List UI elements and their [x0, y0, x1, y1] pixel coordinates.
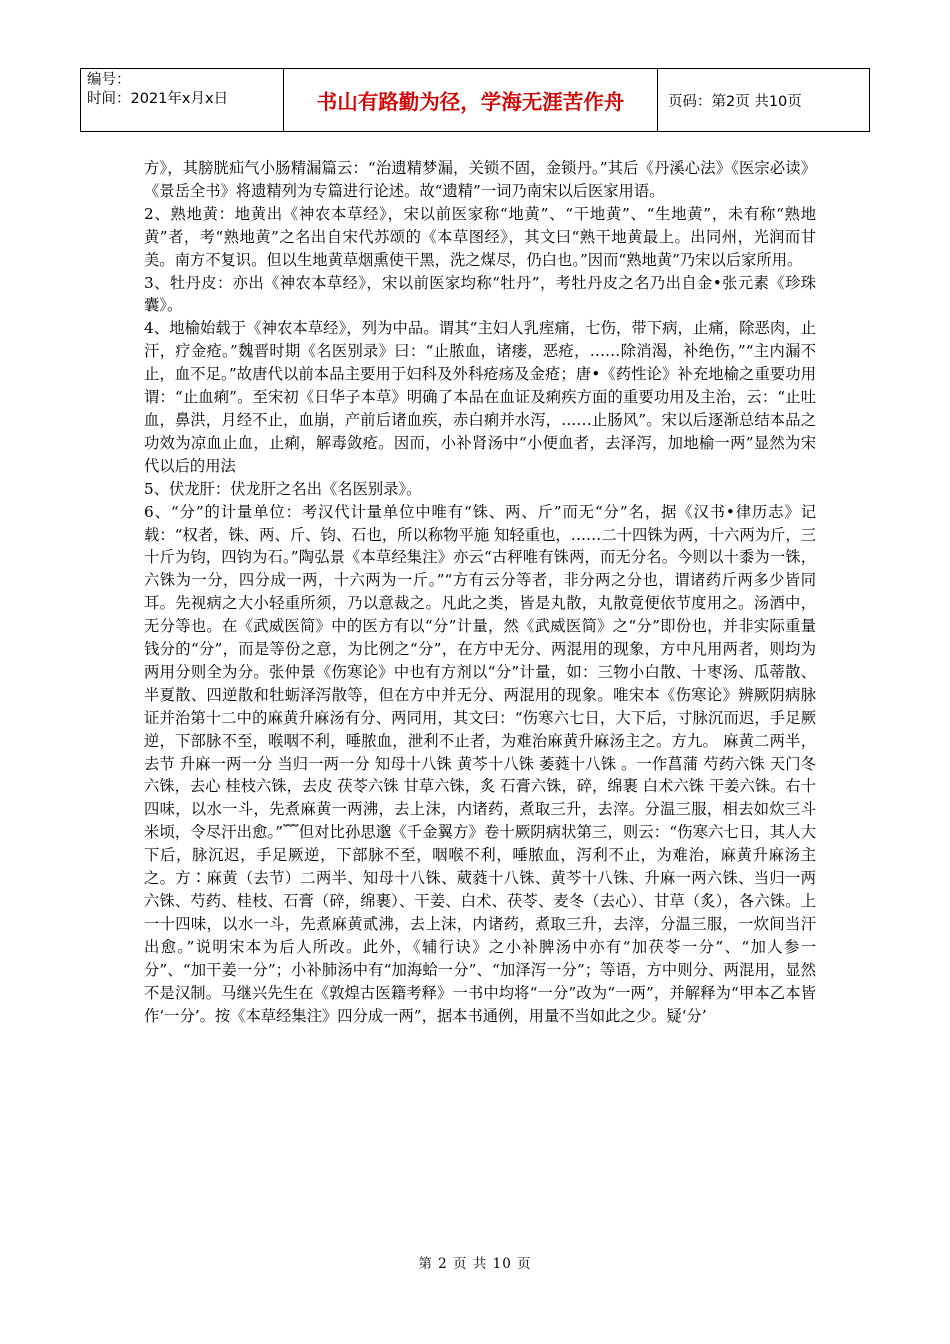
- header-motto: 书山有路勤为径，学海无涯苦作舟: [284, 69, 658, 131]
- document-body: [144, 157, 816, 1027]
- paragraph-1: 方》，其膀胱疝气小肠精漏篇云：“治遗精梦漏，关锁不固，金锁丹。”其后《丹溪心法》《医宗必读》《景岳全书》将遗精列为专篇进行论述。故“遗精”一词乃南宋以后医家用语。: [144, 159, 816, 200]
- document-number-label: 编号：: [87, 72, 131, 88]
- page-header: [80, 68, 870, 132]
- paragraph-2: 2、熟地黄：地黄出《神农本草经》，宋以前医家称“地黄”、“干地黄”、“生地黄”，未有称“熟地黄”者，考“熟地黄”之名出自宋代苏颂的《本草图经》，其文曰“熟干地黄最上。出同州，光润而甘美。南方不复识。但以生地黄草烟熏使干黑，洗之煤尽，仍白也。”因而“熟地黄”乃宋以后家所用。: [144, 204, 816, 269]
- paragraph-4: 4、地榆始载于《神农本草经》，列为中品。谓其“主妇人乳痓痛，七伤，带下病，止痛，除恶肉，止汗，疗金疮。”魏晋时期《名医别录》曰：“止脓血，诸瘘，恶疮，……除消渴，补绝伤，”“主内漏不止，血不足。”故唐代以前本品主要用于妇科及外科疮疡及金疮；唐•《药性论》补充地榆之重要功用谓：“止血痢”。至宋初《日华子本草》明确了本品在血证及痢疾方面的重要功用及主治，云：“止吐血，鼻洪，月经不止，血崩，产前后诸血疾，赤白痢并水泻，……止肠风”。宋以后逐渐总结本品之功效为凉血止血，止痢，解毒敛疮。因而，小补肾汤中“小便血者，去泽泻，加地榆一两”显然为宋代以后的用法: [144, 319, 816, 475]
- paragraph-5: 5、伏龙肝：伏龙肝之名出《名医别录》。: [144, 479, 422, 498]
- paragraph-3: 3、牡丹皮：亦出《神农本草经》，宋以前医家均称“牡丹”，考牡丹皮之名乃出自金•张元素《珍珠囊》。: [144, 273, 816, 315]
- header-page-number: 页码：第2页 共10页: [668, 93, 802, 110]
- page-footer: 第 2 页 共 10 页: [418, 1256, 532, 1272]
- header-meta: [81, 69, 284, 131]
- paragraph-6: 6、“分”的计量单位：考汉代计量单位中唯有“铢、两、斤”而无“分”名，据《汉书•律历志》记载：“权者，铢、两、斤、钧、石也，所以称物平施 知轻重也，……二十四铢为两，十六两为斤，三十斤为钧，四钧为石。”陶弘景《本草经集注》亦云“古秤唯有铢两，而无分名。今则以十黍为一铢，六铢为一分，四分成一两，十六两为一斤。”“方有云分等者，非分两之分也，谓诸药斤两多少皆同耳。先视病之大小轻重所须，乃以意裁之。凡此之类，皆是丸散，丸散竟便依节度用之。汤酒中，无分等也。在《武威医简》中的医方有以“分”计量，然《武威医简》之“分”即份也，并非实际重量钱分的“分”，而是等份之意，为比例之“分”，在方中无分、两混用的现象，方中凡用两者，则均为两用分则全为分。张仲景《伤寒论》中也有方剂以“分”计量，如：三物小白散、十枣汤、瓜蒂散、半夏散、四逆散和牡蛎泽泻散等，但在方中并无分、两混用的现象。唯宋本《伤寒论》辨厥阴病脉证并治第十二中的麻黄升麻汤有分、两同用，其文曰：“伤寒六七日，大下后，寸脉沉而迟，手足厥逆，下部脉不至，喉咽不利，唾脓血，泄利不止者，为难治麻黄升麻汤主之。方九。 麻黄二两半，去节 升麻一两一分 当归一两一分 知母十八铢 黄芩十八铢 萎蕤十八铢 。一作菖蒲 芍药六铢 天门冬六铢，去心 桂枝六铢，去皮 茯苓六铢 甘草六铢，炙 石膏六铢，碎，绵裹 白术六铢 干姜六铢。右十四味，以水一斗，先煮麻黄一两沸，去上沫，内诸药，煮取三升，去滓。分温三服，相去如炊三斗米顷，令尽汗出愈。”﹌但对比孙思邈《千金翼方》卷十厥阴病状第三，则云：“伤寒六七日，其人大下后，脉沉迟，手足厥逆，下部脉不至，咽喉不利，唾脓血，泻利不止，为难治，麻黄升麻汤主之。方∶麻黄（去节）二两半、知母十八铢、葳蕤十八铢、黄芩十八铢、升麻一两六铢、当归一两六铢、芍药、桂枝、石膏（碎，绵裹）、干姜、白术、茯苓、麦冬（去心）、甘草（炙），各六铢。上一十四味，以水一斗，先煮麻黄贰沸，去上沫，内诸药，煮取三升，去滓，分温三服，一炊间当汗出愈。”说明宋本为后人所改。此外，《辅行诀》之小补脾汤中亦有“加茯苓一分”、“加人参一分”、“加干姜一分”；小补肺汤中有“加海蛤一分”、“加泽泻一分”；等语，方中则分、两混用，显然不是汉制。马继兴先生在《敦煌古医籍考释》一书中均将“一分”改为“一两”，并解释为“甲本乙本皆作‘一分’。按《本草经集注》四分成一两”，据本书通例，用量不当如此之少。疑‘分’: [144, 502, 816, 1025]
- document-time-label: 时间：2021年x月x日: [87, 91, 229, 107]
